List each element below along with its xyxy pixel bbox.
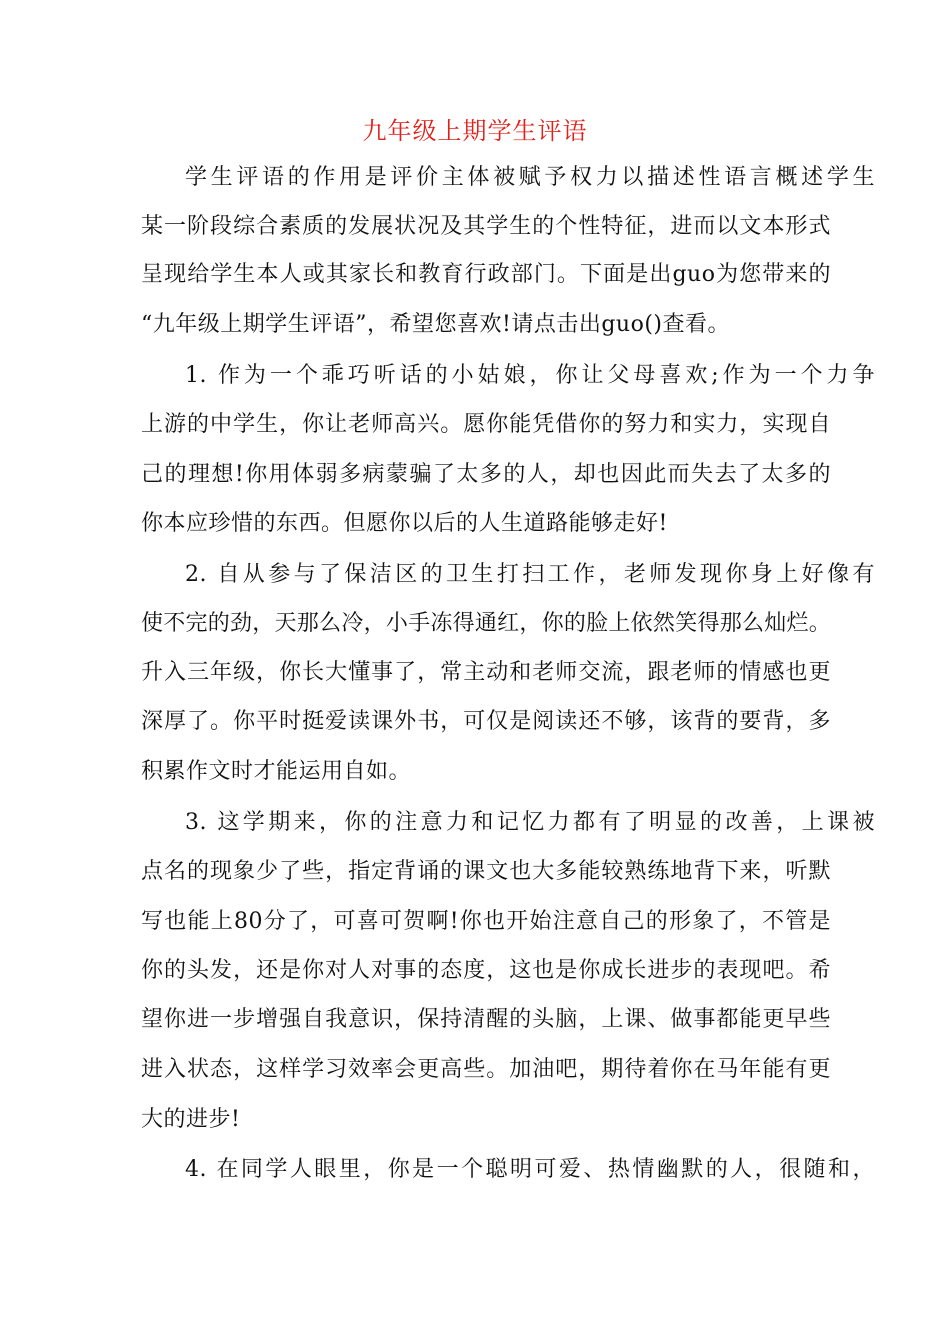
- text-line: 你本应珍惜的东西。但愿你以后的人生道路能够走好!: [141, 511, 668, 536]
- text-line: 写也能上80分了，可喜可贺啊!你也开始注意自己的形象了，不管是: [141, 909, 831, 934]
- text-line: 点名的现象少了些，指定背诵的课文也大多能较熟练地背下来，听默: [141, 859, 831, 884]
- text-line: 望你进一步增强自我意识，保持清醒的头脑，上课、做事都能更早些: [141, 1007, 831, 1032]
- text-line: 升入三年级，你长大懂事了，常主动和老师交流，跟老师的情感也更: [141, 660, 831, 685]
- text-line: 2. 自从参与了保洁区的卫生打扫工作，老师发现你身上好像有: [185, 562, 875, 587]
- text-line: 4. 在同学人眼里，你是一个聪明可爱、热情幽默的人，很随和，: [185, 1157, 875, 1182]
- text-line: 使不完的劲，天那么冷，小手冻得通红，你的脸上依然笑得那么灿烂。: [141, 611, 831, 636]
- text-line: 学生评语的作用是评价主体被赋予权力以描述性语言概述学生: [185, 165, 875, 190]
- text-line: “九年级上期学生评语”，希望您喜欢!请点击出guo()查看。: [141, 312, 730, 337]
- text-line: 己的理想!你用体弱多病蒙骗了太多的人，却也因此而失去了太多的: [141, 462, 831, 487]
- text-line: 上游的中学生，你让老师高兴。愿你能凭借你的努力和实力，实现自: [141, 412, 831, 437]
- text-line: 积累作文时才能运用自如。: [141, 759, 412, 784]
- text-line: 大的进步!: [141, 1107, 241, 1132]
- text-line: 3. 这学期来，你的注意力和记忆力都有了明显的改善，上课被: [185, 810, 875, 835]
- text-line: 呈现给学生本人或其家长和教育行政部门。下面是出guo为您带来的: [141, 262, 831, 287]
- text-line: 1. 作为一个乖巧听话的小姑娘，你让父母喜欢;作为一个力争: [185, 363, 875, 388]
- document-title: 九年级上期学生评语: [362, 117, 588, 145]
- text-line: 你的头发，还是你对人对事的态度，这也是你成长进步的表现吧。希: [141, 958, 831, 983]
- text-line: 进入状态，这样学习效率会更高些。加油吧，期待着你在马年能有更: [141, 1057, 831, 1082]
- text-line: 某一阶段综合素质的发展状况及其学生的个性特征，进而以文本形式: [141, 214, 831, 239]
- text-line: 深厚了。你平时挺爱读课外书，可仅是阅读还不够，该背的要背，多: [141, 709, 831, 734]
